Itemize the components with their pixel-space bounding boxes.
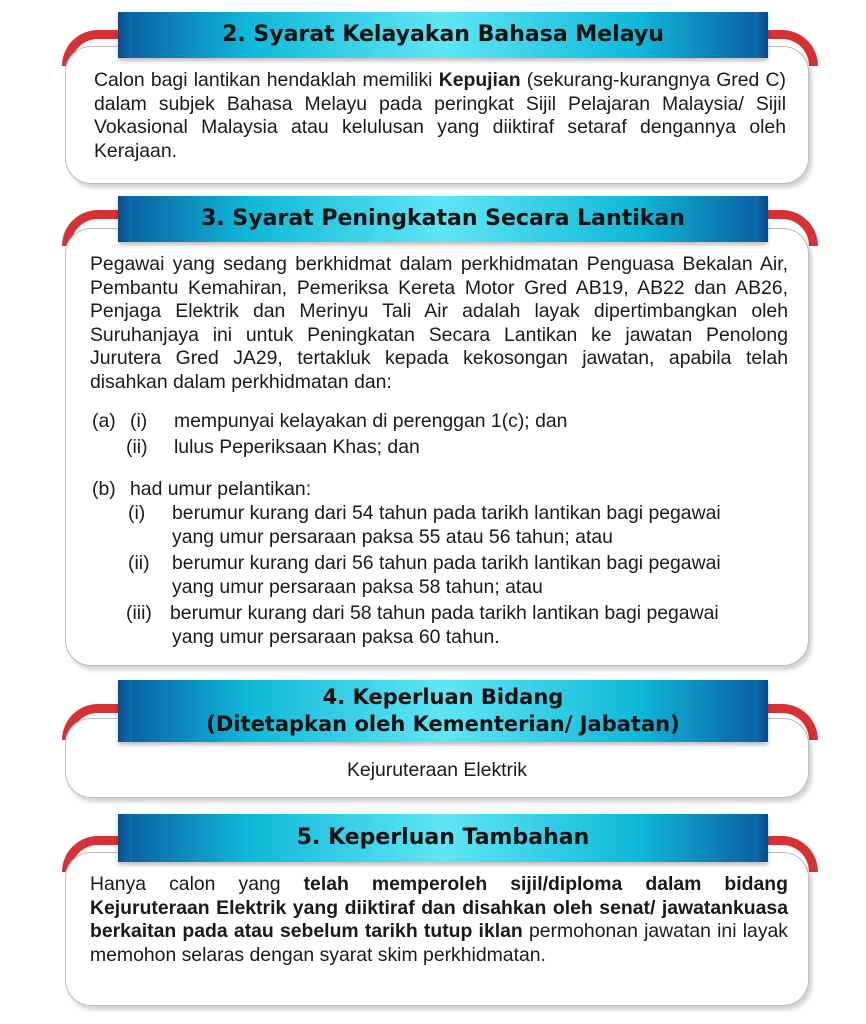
item-a-ii-text: lulus Peperiksaan Khas; dan — [174, 436, 420, 458]
item-a-ii-label: (ii) — [126, 436, 148, 458]
item-b-i-label: (i) — [128, 502, 146, 524]
item-b-iii-line1: berumur kurang dari 58 tahun pada tarikh lantikan bagi pegawai — [170, 602, 719, 624]
section-3-card — [65, 228, 809, 666]
section-4-text: Kejuruteraan Elektrik — [347, 759, 527, 781]
section-5-card — [65, 852, 809, 1006]
item-b-iii-label: (iii) — [126, 602, 152, 624]
section-5-title: 5. Keperluan Tambahan — [118, 814, 768, 862]
item-b-label: (b) — [92, 478, 116, 500]
section-4-title-line2: (Ditetapkan oleh Kementerian/ Jabatan) — [206, 712, 680, 736]
item-b-ii-label: (ii) — [128, 552, 150, 574]
item-b-i-line1: berumur kurang dari 54 tahun pada tarikh lantikan bagi pegawai — [172, 502, 721, 524]
section-3-intro: Pegawai yang sedang berkhidmat dalam perkhidmatan Penguasa Bekalan Air, Pembantu Kemahiran, Pemeriksa Kereta Motor Gred AB19, AB22 dan AB26, Penjaga Elektrik dan Merinyu Tali Air adalah layak dipertimbangkan oleh Suruhanjaya ini untuk Peningkatan Secara Lantikan ke jawatan Penolong Jurutera Gred JA29, tertakluk kepada kekosongan jawatan, apabila telah disahkan dalam perkhidmatan dan: — [90, 253, 788, 393]
item-a-i-label: (i) — [130, 410, 148, 432]
section-4-title-line1: 4. Keperluan Bidang — [322, 685, 564, 709]
item-b-ii-line1: berumur kurang dari 56 tahun pada tarikh lantikan bagi pegawai — [172, 552, 721, 574]
section-2-title: 2. Syarat Kelayakan Bahasa Melayu — [118, 12, 768, 58]
item-b-text: had umur pelantikan: — [130, 478, 312, 500]
section-2-text: Calon bagi lantikan hendaklah memiliki Kepujian (sekurang-kurangnya Gred C) dalam subjek Bahasa Melayu pada peringkat Sijil Pelajaran Malaysia/ Sijil Vokasional Malaysia atau kelulusan yang diiktiraf setaraf dengannya oleh Kerajaan. — [94, 69, 786, 162]
section-2-card — [65, 46, 809, 184]
section-4-title — [118, 680, 768, 742]
item-a-label: (a) — [92, 410, 116, 432]
section-3-title: 3. Syarat Peningkatan Secara Lantikan — [118, 196, 768, 242]
item-b-iii-line2: yang umur persaraan paksa 60 tahun. — [172, 626, 500, 648]
item-b-i-line2: yang umur persaraan paksa 55 atau 56 tahun; atau — [172, 526, 613, 548]
item-a-i-text: mempunyai kelayakan di perenggan 1(c); dan — [174, 410, 568, 432]
section-5-text: Hanya calon yang telah memperoleh sijil/diploma dalam bidang Kejuruteraan Elektrik yang diiktiraf dan disahkan oleh senat/ jawatankuasa berkaitan pada atau sebelum tarikh tutup iklan permohonan jawatan ini layak memohon selaras dengan syarat skim perkhidmatan. — [90, 873, 788, 966]
item-b-ii-line2: yang umur persaraan paksa 58 tahun; atau — [172, 576, 543, 598]
